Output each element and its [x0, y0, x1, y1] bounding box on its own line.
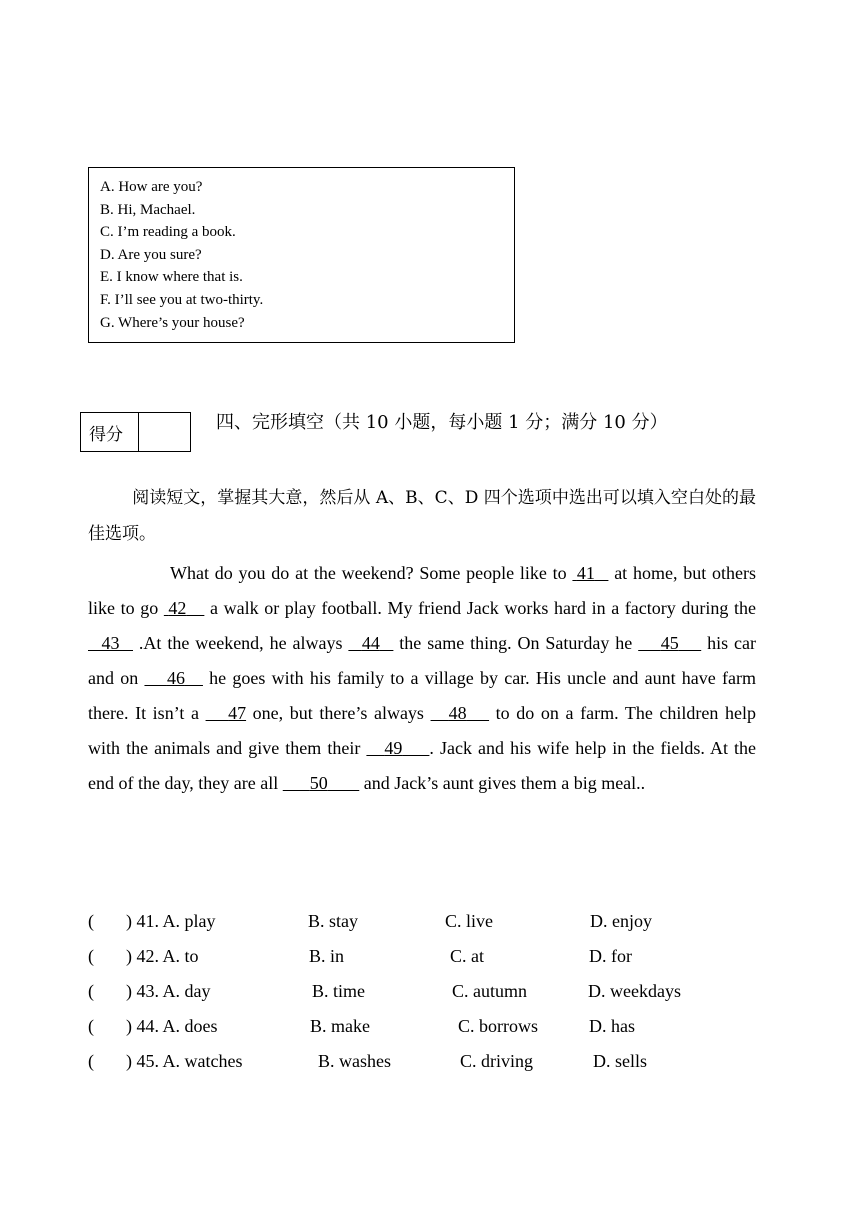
blank-number: 43 — [101, 633, 120, 653]
question-option-c: C. live — [445, 911, 493, 931]
answer-paren[interactable]: ( — [88, 1051, 94, 1071]
passage-text: the same thing. On Saturday he — [393, 633, 639, 653]
section-title: 四、完形填空（共 10 小题，每小题 1 分；满分 10 分） — [216, 412, 668, 433]
passage-text: . Jack and his wife help in the fields. At the end of the day, they are all — [88, 738, 756, 793]
passage-text: and Jack’s aunt gives them a big meal.. — [359, 773, 646, 793]
question-option-b: B. in — [309, 946, 345, 966]
question-row — [88, 974, 738, 1009]
blank-47[interactable] — [206, 696, 247, 731]
passage-text: to do on a farm. The children help with the animals and give them their — [88, 703, 757, 758]
blank-number: 48 — [448, 703, 467, 723]
question-option-a: ) 44. A. does — [126, 1016, 218, 1036]
passage-text: .At the weekend, he always — [133, 633, 349, 653]
question-option-b: B. stay — [308, 911, 359, 931]
blank-number: 45 — [660, 633, 679, 653]
blank-42[interactable] — [164, 591, 205, 626]
blank-48[interactable] — [431, 696, 490, 731]
question-row — [88, 939, 738, 974]
option-line: G. Where’s your house? — [100, 314, 245, 331]
question-option-b: B. washes — [318, 1051, 391, 1071]
score-label: 得分 — [81, 413, 139, 452]
blank-number: 44 — [361, 633, 380, 653]
question-option-b: B. time — [312, 981, 365, 1001]
question-list — [88, 904, 738, 1079]
question-row — [88, 1009, 738, 1044]
answer-paren[interactable]: ( — [88, 911, 94, 931]
blank-50[interactable] — [283, 766, 360, 801]
blank-43[interactable] — [88, 626, 133, 661]
score-box — [80, 412, 191, 452]
blank-number: 41 — [576, 563, 595, 583]
question-option-a: ) 45. A. watches — [126, 1051, 243, 1071]
passage-text: a walk or play football. My friend Jack works hard in a factory during the — [204, 598, 756, 618]
option-line: E. I know where that is. — [100, 269, 243, 286]
blank-46[interactable] — [144, 661, 203, 696]
question-option-d: D. has — [589, 1016, 635, 1036]
question-option-d: D. sells — [593, 1051, 647, 1071]
blank-number: 42 — [168, 598, 187, 618]
passage-text: at home, but others like to go — [88, 563, 756, 618]
question-option-d: D. weekdays — [588, 981, 681, 1001]
question-option-a: ) 42. A. to — [126, 946, 199, 966]
question-option-a: ) 41. A. play — [126, 911, 216, 931]
cloze-passage — [88, 556, 756, 801]
question-option-c: C. at — [450, 946, 484, 966]
option-line: B. Hi, Machael. — [100, 201, 196, 218]
question-option-b: B. make — [310, 1016, 370, 1036]
option-line: D. Are you sure? — [100, 246, 202, 263]
blank-45[interactable] — [638, 626, 701, 661]
question-option-c: C. driving — [460, 1051, 534, 1071]
answer-paren[interactable]: ( — [88, 946, 94, 966]
blank-41[interactable] — [572, 556, 608, 591]
passage-text: What do you do at the weekend? Some people like to — [170, 563, 573, 583]
blank-number: 46 — [166, 668, 185, 688]
blank-number: 47 — [228, 703, 247, 723]
question-option-d: D. enjoy — [590, 911, 652, 931]
score-field[interactable] — [139, 413, 191, 452]
blank-44[interactable] — [348, 626, 393, 661]
blank-49[interactable] — [366, 731, 429, 766]
answer-paren[interactable]: ( — [88, 981, 94, 1001]
question-option-c: C. borrows — [458, 1016, 538, 1036]
blank-number: 49 — [384, 738, 403, 758]
section-instructions: 阅读短文，掌握其大意，然后从 A、B、C、D 四个选项中选出可以填入空白处的最佳选项。 — [88, 488, 756, 544]
question-row — [88, 1044, 738, 1079]
option-line: A. How are you? — [100, 179, 203, 195]
blank-number: 50 — [309, 773, 328, 793]
passage-text: he goes with his family to a village by car. His uncle and aunt have farm there. It isn’t a — [88, 668, 756, 723]
passage-text: his car and on — [88, 633, 756, 688]
dialogue-options-box — [88, 167, 515, 343]
question-option-c: C. autumn — [452, 981, 527, 1001]
question-option-a: ) 43. A. day — [126, 981, 211, 1001]
question-row — [88, 904, 738, 939]
option-line: F. I’ll see you at two-thirty. — [100, 291, 264, 308]
passage-text: one, but there’s always — [246, 703, 431, 723]
option-line: C. I’m reading a book. — [100, 224, 236, 241]
answer-paren[interactable]: ( — [88, 1016, 94, 1036]
question-option-d: D. for — [589, 946, 632, 966]
